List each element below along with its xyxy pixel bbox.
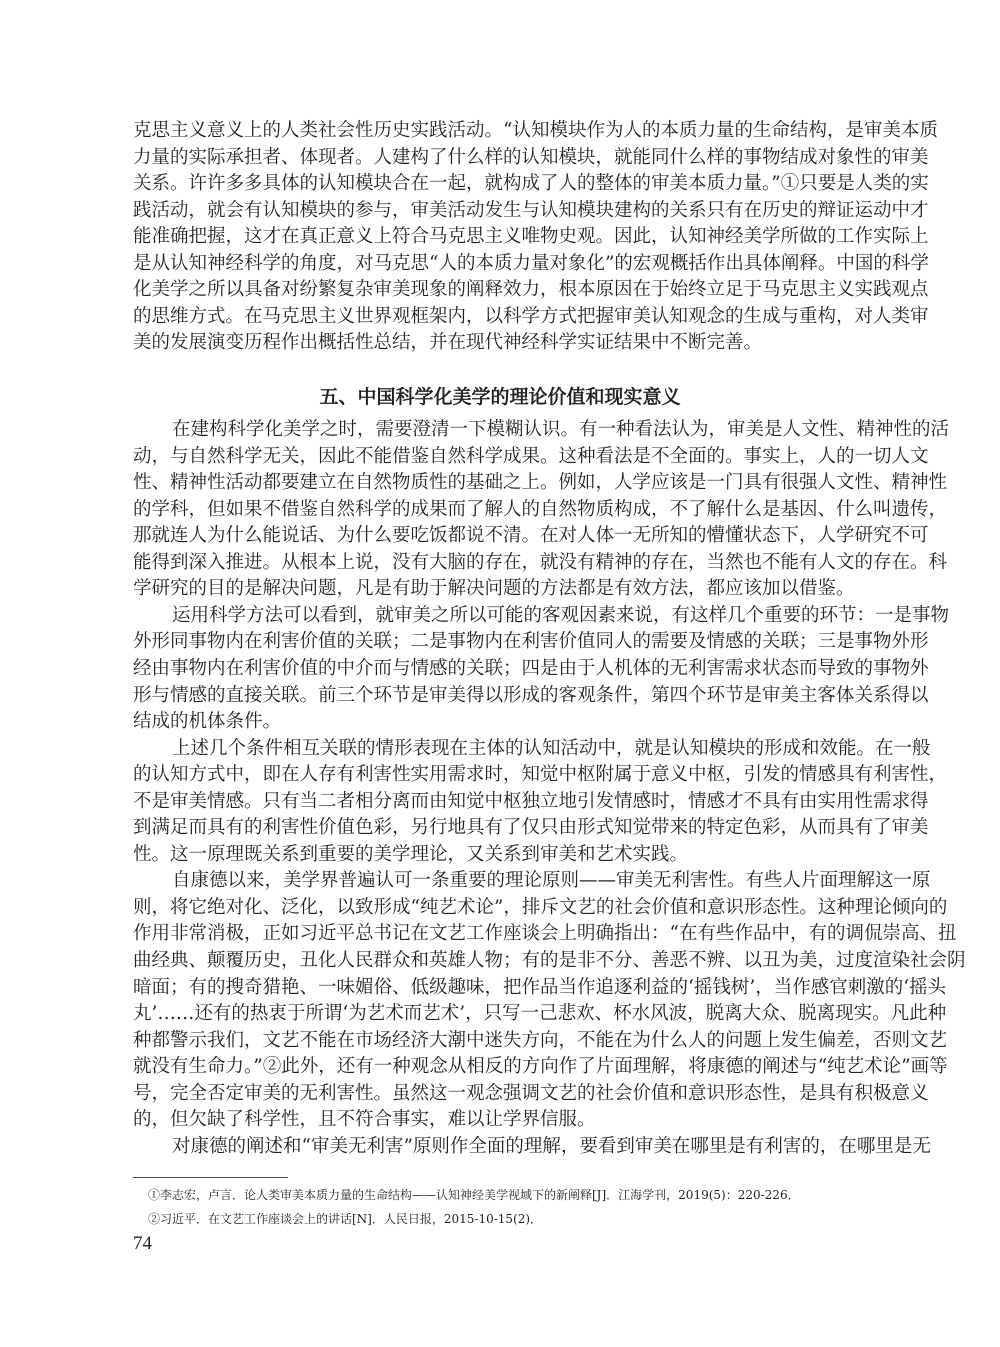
section-heading: 五、中国科学化美学的理论价值和现实意义 [319, 386, 681, 408]
paragraph-line: 就没有生命力。”②此外，还有一种观念从相反的方向作了片面理解，将康德的阐述与“纯艺术论”画等 [133, 1056, 948, 1078]
paragraph-line: 的学科，但如果不借鉴自然科学的成果而了解人的自然物质构成，不了解什么是基因、什么叫遗传， [133, 498, 948, 520]
paragraph-line: 是从认知神经科学的角度，对马克思“人的本质力量对象化”的宏观概括作出具体阐释。中国的科学 [133, 252, 929, 274]
paragraph-line: 化美学之所以具备对纷繁复杂审美现象的阐释效力，根本原因在于始终立足于马克思主义实践观点 [133, 279, 929, 301]
paragraph-line: 运用科学方法可以看到，就审美之所以可能的客观因素来说，有这样几个重要的环节：一是事物 [172, 604, 950, 626]
paragraph-line: 性。这一原理既关系到重要的美学理论，又关系到审美和艺术实践。 [133, 843, 689, 865]
paragraph-line: 形与情感的直接关联。前三个环节是审美得以形成的客观条件，第四个环节是审美主客体关系得以 [133, 684, 929, 706]
paragraph-line: 上述几个条件相互关联的情形表现在主体的认知活动中，就是认知模块的形成和效能。在一般 [172, 737, 931, 759]
paragraph-line: 那就连人为什么能说话、为什么要吃饭都说不清。在对人体一无所知的懵懂状态下，人学研究不可 [133, 525, 929, 547]
paragraph-line: 对康德的阐述和“审美无利害”原则作全面的理解，要看到审美在哪里是有利害的，在哪里是无 [172, 1135, 931, 1157]
paragraph-line: 种都警示我们，文艺不能在市场经济大潮中迷失方向，不能在为什么人的问题上发生偏差，否则文艺 [133, 1029, 948, 1051]
paragraph-line: 在建构科学化美学之时，需要澄清一下模糊认识。有一种看法认为，审美是人文性、精神性的活 [172, 419, 950, 440]
paragraph-line: 的思维方式。在马克思主义世界观框架内，以科学方式把握审美认知观念的生成与重构，对人类审 [133, 305, 929, 327]
paragraph-line: 性、精神性活动都要建立在自然物质性的基础之上。例如，人学应该是一门具有很强人文性、精神性 [133, 472, 948, 494]
paragraph-line: 外形同事物内在利害价值的关联；二是事物内在利害价值同人的需要及情感的关联；三是事物外形 [133, 631, 929, 653]
paragraph-line: 结成的机体条件。 [133, 711, 282, 733]
paragraph-line: 则，将它绝对化、泛化，以致形成“纯艺术论”，排斥文艺的社会价值和意识形态性。这种理论倾向的 [133, 896, 948, 918]
paragraph-line: 动，与自然科学无关，因此不能借鉴自然科学成果。这种看法是不全面的。事实上，人的一切人文 [133, 445, 929, 467]
paragraph-line: 关系。许许多多具体的认知模块合在一起，就构成了人的整体的审美本质力量。”①只要是人类的实 [133, 173, 929, 195]
footnote-1: ①李志宏，卢言．论人类审美本质力量的生命结构——认知神经美学视域下的新阐释[J]．江海学刊，2019(5)：220-226． [148, 1188, 800, 1202]
paragraph-line: 暗面；有的搜奇猎艳、一味媚俗、低级趣味，把作品当作追逐利益的‘摇钱树’，当作感官刺激的‘摇头 [133, 976, 947, 998]
footnote-divider [133, 1177, 288, 1178]
paragraph-line: 号，完全否定审美的无利害性。虽然这一观念强调文艺的社会价值和意识形态性，是具有积极意义 [133, 1082, 929, 1104]
paragraph-line: 克思主义意义上的人类社会性历史实践活动。“认知模块作为人的本质力量的生命结构，是审美本质 [133, 120, 938, 141]
paragraph-line: 践活动，就会有认知模块的参与，审美活动发生与认知模块建构的关系只有在历史的辩证运动中才 [133, 199, 929, 221]
paragraph-line: 能准确把握，这才在真正意义上符合马克思主义唯物史观。因此，认知神经美学所做的工作实际上 [133, 226, 929, 248]
paragraph-line: 作用非常消极，正如习近平总书记在文艺工作座谈会上明确指出：“在有些作品中，有的调侃崇高、扭 [133, 923, 957, 945]
paragraph-line: 的认知方式中，即在人存有利害性实用需求时，知觉中枢附属于意义中枢，引发的情感具有利害性， [133, 764, 948, 786]
paragraph-line: 曲经典、颠覆历史，丑化人民群众和英雄人物；有的是非不分、善恶不辨、以丑为美，过度渲染社会阴 [133, 950, 966, 971]
paragraph-line: 到满足而具有的利害性价值色彩，另行地具有了仅只由形式知觉带来的特定色彩，从而具有了审美 [133, 817, 929, 839]
paragraph-line: 自康德以来，美学界普遍认可一条重要的理论原则——审美无利害性。有些人片面理解这一原 [172, 870, 931, 892]
paragraph-line: 能得到深入推进。从根本上说，没有大脑的存在，就没有精神的存在，当然也不能有人文的存在。科 [133, 551, 948, 573]
paragraph-line: 不是审美情感。只有当二者相分离而由知觉中枢独立地引发情感时，情感才不具有由实用性需求得 [133, 790, 929, 812]
paragraph-line: 力量的实际承担者、体现者。人建构了什么样的认知模块，就能同什么样的事物结成对象性的审美 [133, 146, 929, 168]
paragraph-line: 美的发展演变历程作出概括性总结，并在现代神经科学实证结果中不断完善。 [133, 332, 763, 354]
footnote-2: ②习近平．在文艺工作座谈会上的讲话[N]．人民日报，2015-10-15(2)． [148, 1212, 543, 1226]
paragraph-line: 的，但欠缺了科学性，且不符合事实，难以让学界信服。 [133, 1109, 596, 1131]
paragraph-line: 学研究的目的是解决问题，凡是有助于解决问题的方法都是有效方法，都应该加以借鉴。 [133, 578, 855, 600]
paragraph-line: 丸’……还有的热衷于所谓‘为艺术而艺术’，只写一己悲欢、杯水风波，脱离大众、脱离现实。凡此种 [133, 1003, 947, 1025]
paragraph-line: 经由事物内在利害价值的中介而与情感的关联；四是由于人机体的无利害需求状态而导致的事物外 [133, 657, 929, 679]
page-number: 74 [133, 1233, 152, 1254]
